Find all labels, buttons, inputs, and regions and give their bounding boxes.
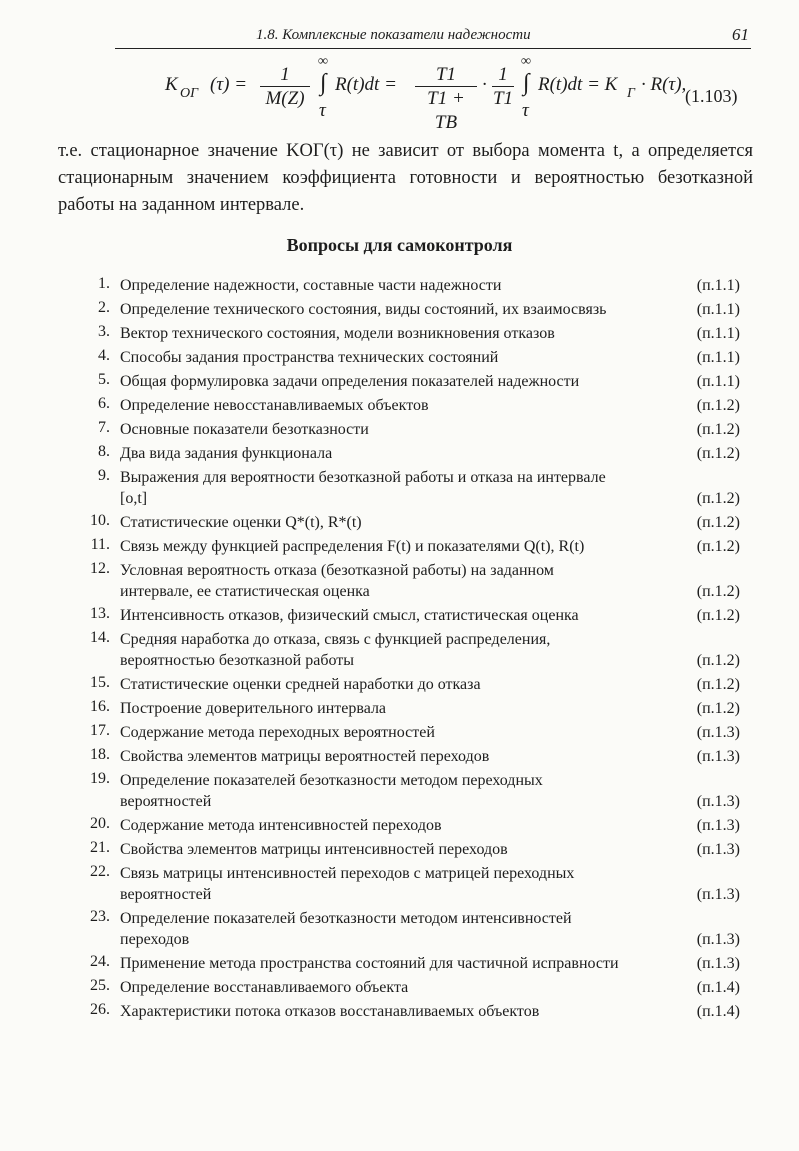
list-item-ref: (п.1.2) <box>696 421 740 438</box>
formula-k-subscript: Г <box>627 86 635 101</box>
list-item <box>80 467 740 509</box>
list-item-ref: (п.1.4) <box>696 1003 740 1020</box>
list-item-ref: (п.1.2) <box>696 538 740 555</box>
formula-dot: · <box>482 74 487 95</box>
list-item-text: Свойства элементов матрицы вероятностей переходов <box>120 748 490 765</box>
list-item-number: 6. <box>98 395 110 412</box>
list-item-text: Общая формулировка задачи определения показателей надежности <box>120 373 580 390</box>
list-item-text: Определение показателей безотказности методом переходных вероятностей <box>120 772 543 810</box>
list-item-text: Свойства элементов матрицы интенсивностей переходов <box>120 841 508 858</box>
list-item <box>80 863 740 905</box>
integral-2-sign: ∫ <box>523 70 530 96</box>
list-item-ref: (п.1.3) <box>696 793 740 810</box>
list-item-number: 19. <box>90 770 110 787</box>
list-item-number: 17. <box>90 722 110 739</box>
list-item-text: Определение технического состояния, виды состояний, их взаимосвязь <box>120 301 607 318</box>
fraction-2-numerator: T1 <box>415 64 477 87</box>
list-item-number: 13. <box>90 605 110 622</box>
list-item-text: Характеристики потока отказов восстанавливаемых объектов <box>120 1003 540 1020</box>
list-item-number: 5. <box>98 371 110 388</box>
fraction-1-numerator: 1 <box>260 64 310 87</box>
body-paragraph: т.е. стационарное значение KОГ(τ) не зависит от выбора момента t, а определяется стационарным значением коэффициента готовности и вероятностью безотказной работы на заданном интервале. <box>58 141 753 215</box>
list-item-ref: (п.1.3) <box>696 724 740 741</box>
list-item <box>80 419 740 440</box>
list-item-ref: (п.1.3) <box>696 955 740 972</box>
list-item <box>80 560 740 602</box>
list-item <box>80 839 740 860</box>
formula-rhs: · R(τ), <box>641 74 687 95</box>
running-header <box>115 24 751 49</box>
list-item-ref: (п.1.2) <box>696 676 740 693</box>
list-item-number: 3. <box>98 323 110 340</box>
list-item-ref: (п.1.3) <box>696 931 740 948</box>
list-item-ref: (п.1.2) <box>696 700 740 717</box>
equation-number: (1.103) <box>685 86 738 106</box>
list-item-text: Статистические оценки Q*(t), R*(t) <box>120 514 362 531</box>
list-item-text: Определение показателей безотказности методом интенсивностей переходов <box>120 910 572 948</box>
list-item <box>80 323 740 344</box>
list-item-ref: (п.1.2) <box>696 583 740 600</box>
integral-1-sign: ∫ <box>320 70 327 96</box>
list-item-ref: (п.1.2) <box>696 490 740 507</box>
list-item-number: 7. <box>98 419 110 436</box>
fraction-2-denominator: T1 + TB <box>427 88 465 133</box>
list-item-ref: (п.1.2) <box>696 607 740 624</box>
list-item-text: Связь матрицы интенсивностей переходов с матрицей переходных вероятностей <box>120 865 575 903</box>
list-item <box>80 908 740 950</box>
list-item-number: 20. <box>90 815 110 832</box>
list-item-number: 14. <box>90 629 110 646</box>
list-item-number: 22. <box>90 863 110 880</box>
questions-list <box>80 275 740 1025</box>
list-item <box>80 512 740 533</box>
list-item <box>80 815 740 836</box>
list-item-text: Условная вероятность отказа (безотказной работы) на заданном интервале, ее статистическая оценка <box>120 562 554 600</box>
list-item-text: Содержание метода переходных вероятностей <box>120 724 435 741</box>
list-item-number: 25. <box>90 977 110 994</box>
list-item-number: 23. <box>90 908 110 925</box>
list-item <box>80 698 740 719</box>
integral-2-body: R(t)dt = K <box>538 74 618 95</box>
list-item-number: 2. <box>98 299 110 316</box>
list-item-number: 21. <box>90 839 110 856</box>
fraction-1 <box>260 64 310 111</box>
formula-lhs-subscript: OГ <box>180 86 199 101</box>
list-item-text: Интенсивность отказов, физический смысл, статистическая оценка <box>120 607 579 624</box>
list-item <box>80 443 740 464</box>
list-item <box>80 674 740 695</box>
list-item <box>80 371 740 392</box>
list-item <box>80 347 740 368</box>
list-item-number: 8. <box>98 443 110 460</box>
list-item <box>80 629 740 671</box>
list-item-ref: (п.1.1) <box>696 301 740 318</box>
list-item-ref: (п.1.3) <box>696 748 740 765</box>
integral-2-lower: τ <box>522 100 529 121</box>
list-item-number: 12. <box>90 560 110 577</box>
list-item-text: Содержание метода интенсивностей переходов <box>120 817 442 834</box>
list-item <box>80 746 740 767</box>
list-item-ref: (п.1.3) <box>696 817 740 834</box>
list-item-ref: (п.1.4) <box>696 979 740 996</box>
list-item-text: Выражения для вероятности безотказной работы и отказа на интервале [o,t] <box>120 469 606 507</box>
fraction-3-numerator: 1 <box>492 64 514 87</box>
list-item-text: Определение надежности, составные части надежности <box>120 277 502 294</box>
list-item-ref: (п.1.1) <box>696 373 740 390</box>
list-item-text: Применение метода пространства состояний для частичной исправности <box>120 955 619 972</box>
integral-2-upper: ∞ <box>521 54 531 69</box>
list-item <box>80 722 740 743</box>
list-item <box>80 977 740 998</box>
header-title: 1.8. Комплексные показатели надежности <box>256 27 531 43</box>
list-item <box>80 605 740 626</box>
list-item-text: Определение восстанавливаемого объекта <box>120 979 409 996</box>
list-item <box>80 770 740 812</box>
list-item-ref: (п.1.3) <box>696 886 740 903</box>
list-item-ref: (п.1.2) <box>696 514 740 531</box>
formula-arg: (τ) = <box>210 74 248 95</box>
list-item-text: Средняя наработка до отказа, связь с функцией распределения, вероятностью безотказной работы <box>120 631 551 669</box>
questions-title: Вопросы для самоконтроля <box>286 235 513 255</box>
list-item-number: 26. <box>90 1001 110 1018</box>
list-item <box>80 395 740 416</box>
list-item-text: Статистические оценки средней наработки до отказа <box>120 676 481 693</box>
list-item <box>80 953 740 974</box>
list-item-ref: (п.1.3) <box>696 841 740 858</box>
formula-1-103 <box>165 54 755 133</box>
list-item <box>80 275 740 296</box>
list-item-text: Связь между функцией распределения F(t) и показателями Q(t), R(t) <box>120 538 585 555</box>
list-item-text: Построение доверительного интервала <box>120 700 387 717</box>
list-item-ref: (п.1.1) <box>696 325 740 342</box>
list-item <box>80 1001 740 1022</box>
integral-1-lower: τ <box>319 100 326 121</box>
list-item-number: 18. <box>90 746 110 763</box>
list-item-text: Определение невосстанавливаемых объектов <box>120 397 429 414</box>
list-item-number: 9. <box>98 467 110 484</box>
fraction-3 <box>492 64 514 111</box>
list-item-text: Способы задания пространства технических состояний <box>120 349 499 366</box>
list-item-text: Вектор технического состояния, модели возникновения отказов <box>120 325 555 342</box>
fraction-2 <box>415 64 477 135</box>
formula-lhs: K <box>165 74 178 95</box>
page-number: 61 <box>732 25 749 44</box>
list-item <box>80 299 740 320</box>
list-item-number: 4. <box>98 347 110 364</box>
list-item-ref: (п.1.2) <box>696 445 740 462</box>
list-item-ref: (п.1.2) <box>696 652 740 669</box>
list-item-number: 16. <box>90 698 110 715</box>
fraction-1-denominator: M(Z) <box>265 88 305 109</box>
list-item-ref: (п.1.1) <box>696 349 740 366</box>
list-item-number: 1. <box>98 275 110 292</box>
fraction-3-denominator: T1 <box>492 88 514 109</box>
integral-1-body: R(t)dt = <box>335 74 397 95</box>
list-item <box>80 536 740 557</box>
list-item-ref: (п.1.2) <box>696 397 740 414</box>
integral-1-upper: ∞ <box>318 54 328 69</box>
list-item-number: 24. <box>90 953 110 970</box>
list-item-ref: (п.1.1) <box>696 277 740 294</box>
list-item-text: Основные показатели безотказности <box>120 421 369 438</box>
list-item-text: Два вида задания функционала <box>120 445 333 462</box>
list-item-number: 11. <box>90 536 110 553</box>
list-item-number: 15. <box>90 674 110 691</box>
list-item-number: 10. <box>90 512 110 529</box>
